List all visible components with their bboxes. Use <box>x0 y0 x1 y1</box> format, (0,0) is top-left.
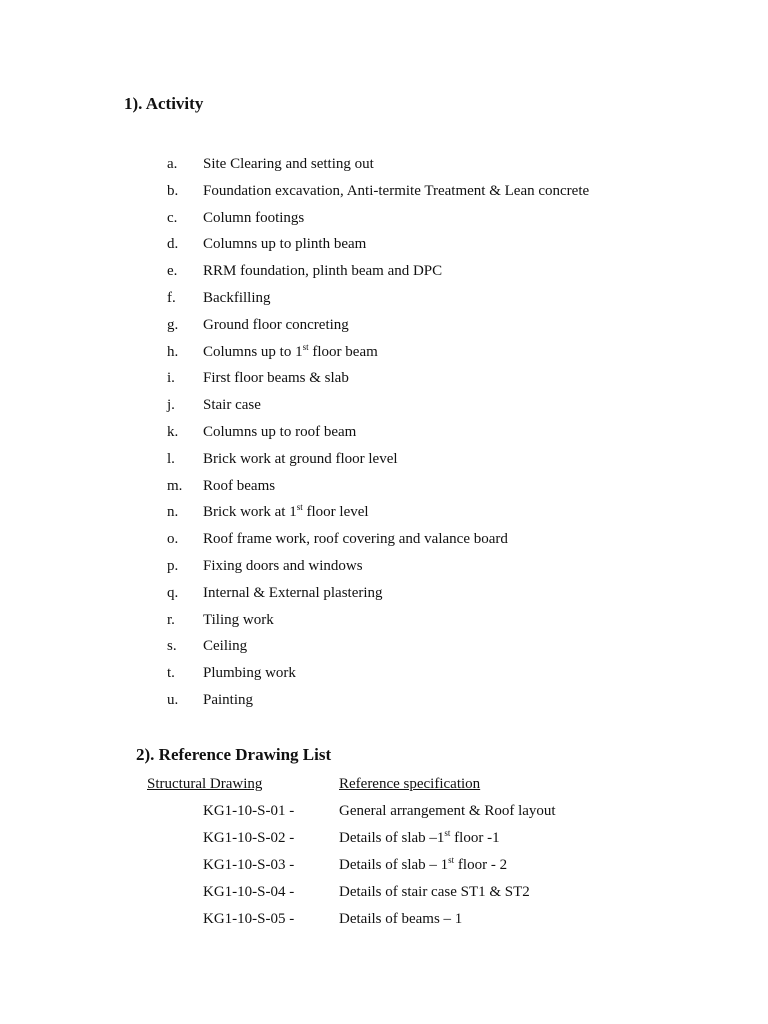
activity-letter: l. <box>167 450 175 467</box>
activity-text-main: Painting <box>203 692 254 708</box>
activity-letter: c. <box>167 209 178 226</box>
activity-text <box>203 393 261 417</box>
drawing-description-after: floor - 2 <box>454 857 508 873</box>
activity-text-main: Tiling work <box>203 611 274 628</box>
activity-text <box>203 313 349 337</box>
activity-text-main: Columns up to roof beam <box>203 424 357 440</box>
activity-letter: i. <box>167 370 175 387</box>
drawing-code: KG1-10-S-03 - <box>203 857 295 873</box>
activity-text <box>203 366 349 390</box>
activity-letter: u. <box>167 692 179 708</box>
activity-letter: f. <box>167 290 176 306</box>
activity-letter: q. <box>167 584 179 601</box>
drawing-code: KG1-10-S-05 - <box>203 911 295 927</box>
activity-text-main: Foundation excavation, Anti-termite Treatment & Lean concrete <box>203 182 590 199</box>
activity-text <box>203 661 296 685</box>
drawing-description-main: Details of stair case ST1 & ST2 <box>339 884 530 900</box>
section-activity-heading: 1). Activity <box>124 94 204 113</box>
activity-text <box>203 179 589 203</box>
activity-text <box>203 581 383 605</box>
drawing-description-main: Details of beams – 1 <box>339 911 463 927</box>
activity-text-main: Brick work at ground floor level <box>203 450 398 467</box>
activity-text <box>203 554 363 578</box>
activity-text <box>203 634 247 658</box>
activity-text <box>203 500 369 524</box>
drawing-description-main: General arrangement & Roof layout <box>339 803 556 819</box>
activity-text <box>203 420 356 444</box>
activity-text <box>203 152 374 176</box>
activity-text-main: Backfilling <box>203 290 271 306</box>
activity-letter: p. <box>167 558 179 574</box>
drawing-description-main: Details of slab – 1 <box>339 857 449 873</box>
ordinal-superscript: st <box>296 502 303 513</box>
activity-text <box>203 286 271 310</box>
activity-text-main: Site Clearing and setting out <box>203 156 374 172</box>
activity-text-main: RRM foundation, plinth beam and DPC <box>203 263 443 280</box>
activity-text-main: Brick work at 1 <box>203 504 297 521</box>
ordinal-superscript: st <box>302 341 309 352</box>
activity-letter: o. <box>167 531 179 548</box>
reference-specification-header: Reference specification <box>339 776 481 792</box>
activity-text-main: Roof frame work, roof covering and valance board <box>203 531 508 548</box>
drawing-description <box>339 880 530 904</box>
activity-letter: h. <box>167 343 179 360</box>
activity-text <box>203 340 378 364</box>
activity-letter: t. <box>167 665 175 682</box>
activity-text-main: Internal & External plastering <box>203 584 383 601</box>
drawing-description <box>339 799 556 823</box>
activity-letter: k. <box>167 424 179 440</box>
activity-text <box>203 608 274 632</box>
ordinal-superscript: st <box>444 828 451 838</box>
drawing-code: KG1-10-S-01 - <box>203 803 295 819</box>
activity-letter: d. <box>167 236 179 253</box>
activity-text <box>203 474 275 498</box>
activity-text-main: Column footings <box>203 209 305 226</box>
ordinal-superscript: st <box>448 855 455 865</box>
activity-text-main: Columns up to 1 <box>203 343 303 360</box>
activity-text-main: Columns up to plinth beam <box>203 236 367 253</box>
activity-text <box>203 259 442 283</box>
activity-text-after: floor beam <box>308 343 378 360</box>
activity-text-after: floor level <box>302 504 369 521</box>
activity-letter: g. <box>167 316 179 333</box>
activity-text-main: First floor beams & slab <box>203 370 349 387</box>
activity-letter: r. <box>167 611 175 628</box>
activity-letter: n. <box>167 504 179 521</box>
activity-letter: m. <box>167 477 183 494</box>
drawing-code: KG1-10-S-02 - <box>203 830 295 846</box>
drawing-description-main: Details of slab –1 <box>339 830 445 846</box>
activity-text-main: Ground floor concreting <box>203 316 349 333</box>
section-reference-heading: 2). Reference Drawing List <box>136 745 332 764</box>
drawing-description <box>339 826 500 850</box>
activity-letter: j. <box>167 397 175 414</box>
drawing-code: KG1-10-S-04 - <box>203 884 295 900</box>
activity-text-main: Stair case <box>203 397 261 414</box>
activity-letter: e. <box>167 263 178 280</box>
activity-letter: s. <box>167 638 177 655</box>
activity-text <box>203 232 366 256</box>
drawing-description <box>339 853 507 877</box>
activity-text-main: Ceiling <box>203 638 248 655</box>
activity-text <box>203 527 508 551</box>
activity-letter: a. <box>167 156 178 172</box>
activity-text-main: Roof beams <box>203 477 276 494</box>
activity-text <box>203 206 304 230</box>
structural-drawing-header: Structural Drawing <box>147 776 263 792</box>
activity-text-main: Fixing doors and windows <box>203 558 363 574</box>
activity-text-main: Plumbing work <box>203 665 296 682</box>
activity-letter: b. <box>167 182 179 199</box>
drawing-description-after: floor -1 <box>450 830 500 846</box>
drawing-description <box>339 907 462 931</box>
activity-text <box>203 688 253 712</box>
activity-text <box>203 447 398 471</box>
